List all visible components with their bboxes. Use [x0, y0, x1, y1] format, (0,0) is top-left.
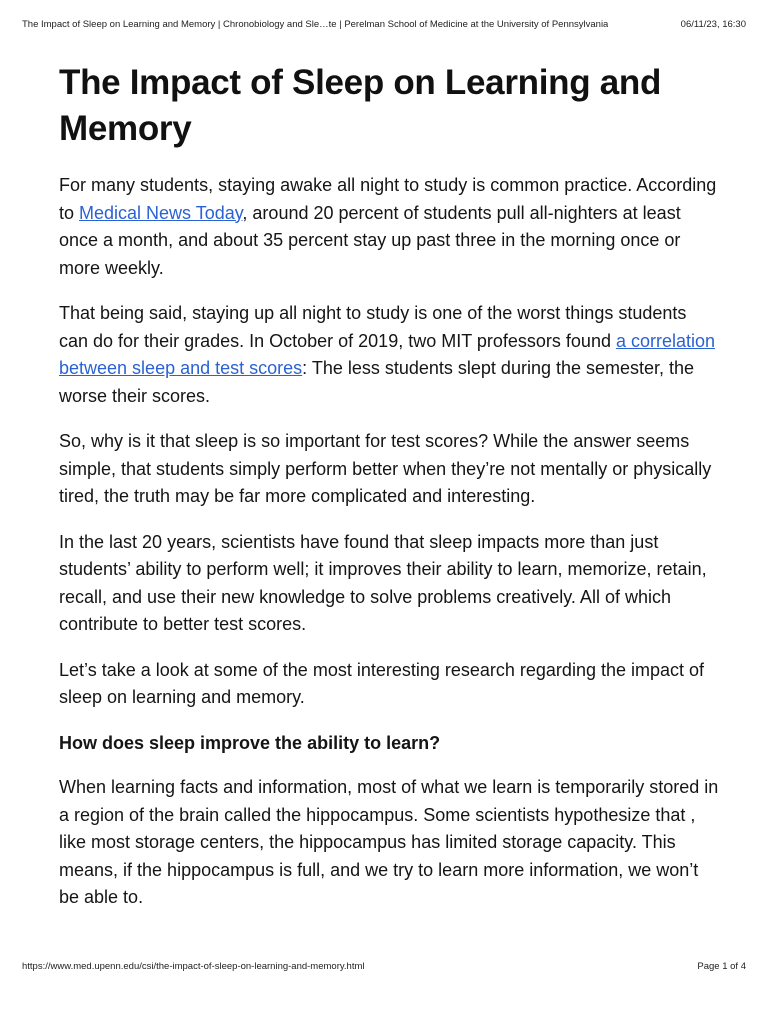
paragraph-hippocampus: When learning facts and information, most of what we learn is temporarily stored in a region of the brain called the hippocampus. Some scientists hypothesize that , like most storage centers, the hippocampus has limited storage capacity. This means, if the hippocampus is full, and we try to learn more information, we won’t be able to. [59, 777, 719, 907]
print-header-title: The Impact of Sleep on Learning and Memory | Chronobiology and Sle…te | Perelman School of Medicine at the University of Pennsylvania [22, 19, 609, 30]
article [59, 60, 719, 930]
paragraph-lets-look: Let’s take a look at some of the most interesting research regarding the impact of sleep on learning and memory. [59, 659, 705, 707]
paragraph-intro [59, 172, 719, 282]
paragraph-research: In the last 20 years, scientists have found that sleep impacts more than just students’ ability to perform well; it improves their ability to learn, memorize, retain, recall, and use their new knowledge to solve problems creatively. All of which contribute to better test scores. [59, 531, 707, 634]
section-subheading: How does sleep improve the ability to learn? [59, 732, 441, 753]
medical-news-today-link[interactable]: Medical News Today [79, 202, 243, 223]
print-header [22, 19, 746, 30]
paragraph-intro-text-after: , around 20 percent of students pull all-nighters at least once a month, and about 35 percent stay up past three in the morning once or more weekly. [59, 202, 681, 278]
print-header-datetime: 06/11/23, 16:30 [680, 19, 746, 30]
paragraph-correlation-text-after: : The less students slept during the semester, the worse their scores. [59, 358, 695, 406]
print-footer [22, 961, 746, 972]
article-heading: The Impact of Sleep on Learning and Memory [59, 63, 662, 148]
paragraph-why-sleep: So, why is it that sleep is so important for test scores? While the answer seems simple, that students simply perform better when they’re not mentally or physically tired, the truth may be far more complicated and interesting. [59, 431, 712, 506]
paragraph-correlation [59, 300, 719, 410]
paragraph-intro-text-before: For many students, staying awake all night to study is common practice. According to [59, 175, 717, 223]
paragraph-correlation-text-before: That being said, staying up all night to study is one of the worst things students can do for their grades. In October of 2019, two MIT professors found [59, 303, 687, 351]
print-footer-url: https://www.med.upenn.edu/csi/the-impact-of-sleep-on-learning-and-memory.html [22, 961, 365, 972]
print-footer-page-number: Page 1 of 4 [697, 961, 746, 972]
sleep-test-scores-link[interactable]: a correlation between sleep and test scores [59, 330, 716, 378]
